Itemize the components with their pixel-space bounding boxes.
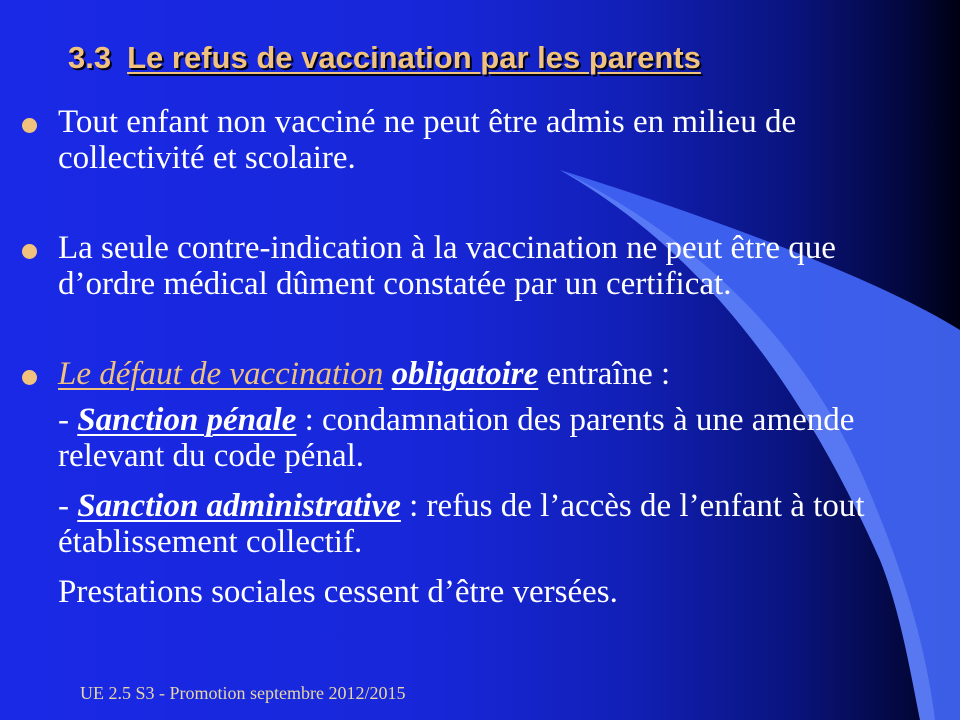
sanction-penale-line: [58, 402, 928, 474]
sanction-penale-text: : condamnation des parents à une amende relevant du code pénal.: [58, 402, 855, 474]
sanction-administrative-text: : refus de l’accès de l’enfant à tout établissement collectif.: [58, 488, 865, 560]
bullet-dot-icon: [22, 244, 37, 259]
term-defaut-vaccination: Le défaut de vaccination: [58, 356, 384, 392]
bullet-text: La seule contre-indication à la vaccination ne peut être que d’ordre médical dûment constatée par un certificat.: [58, 230, 836, 302]
term-obligatoire: obligatoire: [391, 356, 539, 392]
bullet-text: Tout enfant non vacciné ne peut être admis en milieu de collectivité et scolaire.: [58, 104, 797, 176]
title-text: Le refus de vaccination par les parents: [127, 40, 701, 75]
sanction-administrative-line: [58, 488, 928, 560]
dash-prefix: -: [58, 488, 78, 524]
bullet-dot-icon: [22, 118, 37, 133]
bullet-item: [58, 356, 928, 392]
slide-content: [58, 104, 928, 610]
lead-rest-text: entraîne :: [538, 356, 671, 392]
term-sanction-administrative: Sanction administrative: [77, 488, 401, 524]
dash-prefix: -: [58, 402, 78, 438]
term-sanction-penale: Sanction pénale: [77, 402, 297, 438]
bullet-item: [58, 104, 928, 176]
title-number: 3.3: [68, 40, 112, 75]
bullet-item: [58, 230, 928, 302]
prestations-sociales-line: [58, 574, 928, 610]
prestations-sociales-text: Prestations sociales cessent d’être versées.: [58, 574, 618, 610]
slide-title: [68, 40, 701, 76]
footer-text: UE 2.5 S3 - Promotion septembre 2012/2015: [80, 683, 406, 703]
bullet-dot-icon: [22, 370, 37, 385]
